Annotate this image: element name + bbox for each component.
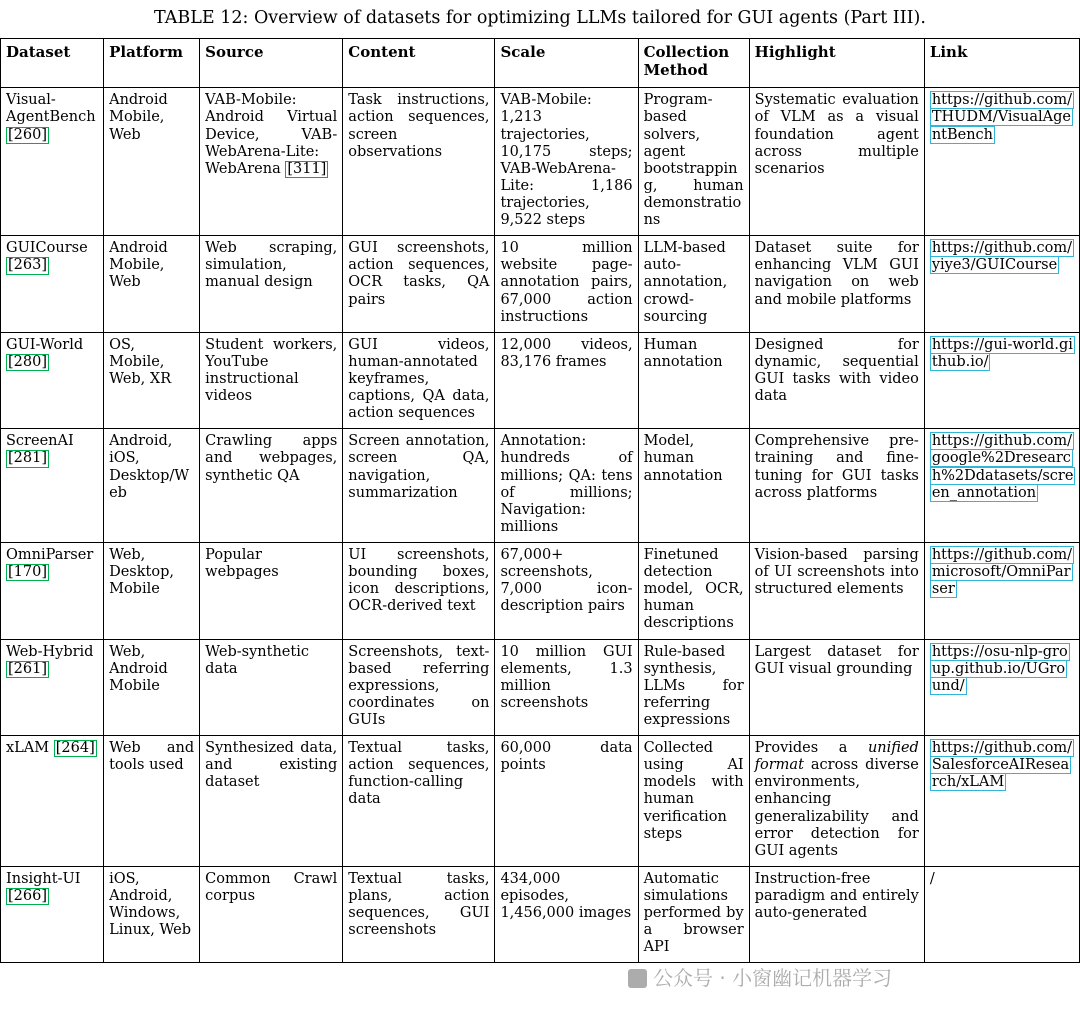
cell-platform: Android Mobile, Web bbox=[104, 88, 200, 236]
cell-source: Crawling apps and webpages, synthetic QA bbox=[200, 429, 343, 543]
cell-content: Task instructions, action sequences, screen observations bbox=[343, 88, 495, 236]
cell-source: Common Crawl corpus bbox=[200, 866, 343, 963]
column-header-dataset: Dataset bbox=[1, 39, 104, 88]
table-caption: TABLE 12: Overview of datasets for optimizing LLMs tailored for GUI agents (Part III). bbox=[154, 8, 926, 28]
cell-collection-method: Automatic simulations performed by a browser API bbox=[638, 866, 749, 963]
cell-link: / bbox=[924, 866, 1079, 963]
cell-platform: Android Mobile, Web bbox=[104, 236, 200, 333]
source-text: VAB-Mobile: Android Virtual Device, VAB-WebArena-Lite: WebArena bbox=[205, 92, 338, 177]
dataset-link[interactable]: https://github.com/yiye3/GUICourse bbox=[931, 240, 1072, 274]
table-row bbox=[1, 236, 1080, 333]
table-row bbox=[1, 332, 1080, 429]
cell-collection-method: Collected using AI models with human verification steps bbox=[638, 736, 749, 867]
cell-highlight: Dataset suite for enhancing VLM GUI navigation on web and mobile platforms bbox=[749, 236, 924, 333]
cell-content: GUI screenshots, action sequences, OCR tasks, QA pairs bbox=[343, 236, 495, 333]
cell-link bbox=[924, 543, 1079, 640]
citation-ref[interactable]: [261] bbox=[8, 660, 47, 677]
watermark-text: 公众号 · 小窗幽记机器学习 bbox=[653, 966, 893, 990]
cell-platform: Web, Desktop, Mobile bbox=[104, 543, 200, 640]
cell-collection-method: LLM-based auto-annotation, crowd-sourcing bbox=[638, 236, 749, 333]
cell-source: Web-synthetic data bbox=[200, 639, 343, 736]
watermark-logo-icon bbox=[628, 969, 647, 988]
highlight-suffix: across diverse environments, enhancing generalizability and error detection for GUI agents bbox=[754, 757, 919, 859]
cell-dataset bbox=[1, 88, 104, 236]
dataset-name: GUICourse bbox=[6, 240, 88, 257]
cell-dataset bbox=[1, 639, 104, 736]
cell-source: Synthesized data, and existing dataset bbox=[200, 736, 343, 867]
cell-collection-method: Rule-based synthesis, LLMs for referring expressions bbox=[638, 639, 749, 736]
cell-source: Popular webpages bbox=[200, 543, 343, 640]
column-header-scale: Scale bbox=[495, 39, 638, 88]
citation-ref[interactable]: [266] bbox=[8, 887, 47, 904]
dataset-name: Visual-AgentBench bbox=[6, 92, 96, 126]
cell-highlight: Vision-based parsing of UI screenshots into structured elements bbox=[749, 543, 924, 640]
cell-platform: OS, Mobile, Web, XR bbox=[104, 332, 200, 429]
cell-content: Textual tasks, plans, action sequences, GUI screenshots bbox=[343, 866, 495, 963]
cell-highlight: Comprehensive pre-training and fine-tuning for GUI tasks across platforms bbox=[749, 429, 924, 543]
dataset-link[interactable]: https://github.com/google%2Dresearch%2Ddatasets/screen_annotation bbox=[931, 433, 1074, 501]
cell-platform: iOS, Android, Windows, Linux, Web bbox=[104, 866, 200, 963]
cell-scale: 60,000 data points bbox=[495, 736, 638, 867]
table-row bbox=[1, 543, 1080, 640]
cell-dataset bbox=[1, 429, 104, 543]
table-row bbox=[1, 639, 1080, 736]
cell-dataset bbox=[1, 543, 104, 640]
table-row bbox=[1, 736, 1080, 867]
dataset-name: ScreenAI bbox=[6, 433, 74, 450]
column-header-link: Link bbox=[924, 39, 1079, 88]
cell-content: Textual tasks, action sequences, function-calling data bbox=[343, 736, 495, 867]
cell-dataset bbox=[1, 866, 104, 963]
column-header-platform: Platform bbox=[104, 39, 200, 88]
column-header-highlight: Highlight bbox=[749, 39, 924, 88]
cell-dataset bbox=[1, 236, 104, 333]
table-row bbox=[1, 429, 1080, 543]
dataset-link[interactable]: https://github.com/SalesforceAIResearch/xLAM bbox=[931, 740, 1072, 791]
cell-scale: Annotation: hundreds of millions; QA: tens of millions; Navigation: millions bbox=[495, 429, 638, 543]
cell-collection-method: Model, human annotation bbox=[638, 429, 749, 543]
cell-link bbox=[924, 736, 1079, 867]
citation-ref[interactable]: [280] bbox=[8, 353, 47, 370]
cell-link bbox=[924, 639, 1079, 736]
cell-scale: 10 million website page-annotation pairs, 67,000 action instructions bbox=[495, 236, 638, 333]
watermark bbox=[628, 962, 892, 991]
cell-highlight: Systematic evaluation of VLM as a visual foundation agent across multiple scenarios bbox=[749, 88, 924, 236]
cell-highlight: Designed for dynamic, sequential GUI tasks with video data bbox=[749, 332, 924, 429]
cell-scale: 10 million GUI elements, 1.3 million screenshots bbox=[495, 639, 638, 736]
cell-scale: 12,000 videos, 83,176 frames bbox=[495, 332, 638, 429]
cell-dataset bbox=[1, 736, 104, 867]
dataset-link[interactable]: https://osu-nlp-group.github.io/UGround/ bbox=[931, 643, 1068, 694]
cell-content: GUI videos, human-annotated keyframes, captions, QA data, action sequences bbox=[343, 332, 495, 429]
cell-collection-method: Finetuned detection model, OCR, human descriptions bbox=[638, 543, 749, 640]
cell-content: UI screenshots, bounding boxes, icon descriptions, OCR-derived text bbox=[343, 543, 495, 640]
column-header-collection-method: Collection Method bbox=[638, 39, 749, 88]
cell-scale: 434,000 episodes, 1,456,000 images bbox=[495, 866, 638, 963]
citation-ref[interactable]: [260] bbox=[8, 126, 47, 143]
column-header-source: Source bbox=[200, 39, 343, 88]
cell-platform: Web and tools used bbox=[104, 736, 200, 867]
dataset-link[interactable]: https://github.com/THUDM/VisualAgentBench bbox=[931, 92, 1072, 143]
citation-ref[interactable]: [311] bbox=[287, 160, 327, 177]
highlight-prefix: Provides a bbox=[754, 740, 868, 757]
cell-source bbox=[200, 88, 343, 236]
cell-highlight bbox=[749, 736, 924, 867]
dataset-name: OmniParser bbox=[6, 547, 94, 563]
citation-ref[interactable]: [281] bbox=[8, 450, 47, 467]
cell-link bbox=[924, 236, 1079, 333]
citation-ref[interactable]: [170] bbox=[8, 564, 47, 581]
cell-source: Web scraping, simulation, manual design bbox=[200, 236, 343, 333]
cell-highlight: Instruction-free paradigm and entirely auto-generated bbox=[749, 866, 924, 963]
cell-link bbox=[924, 332, 1079, 429]
highlight-emphasis: unified format bbox=[754, 740, 919, 774]
dataset-link[interactable]: https://github.com/microsoft/OmniParser bbox=[931, 547, 1072, 598]
cell-content: Screenshots, text-based referring expressions, coordinates on GUIs bbox=[343, 639, 495, 736]
dataset-name: GUI-World bbox=[6, 336, 84, 353]
datasets-table bbox=[0, 38, 1080, 963]
cell-link bbox=[924, 88, 1079, 236]
column-header-content: Content bbox=[343, 39, 495, 88]
cell-source: Student workers, YouTube instructional videos bbox=[200, 332, 343, 429]
citation-ref[interactable]: [264] bbox=[55, 740, 95, 757]
cell-highlight: Largest dataset for GUI visual grounding bbox=[749, 639, 924, 736]
dataset-name: Web-Hybrid bbox=[6, 643, 94, 660]
table-header-row bbox=[1, 39, 1080, 88]
citation-ref[interactable]: [263] bbox=[8, 257, 47, 274]
table-row bbox=[1, 88, 1080, 236]
cell-dataset bbox=[1, 332, 104, 429]
dataset-name: xLAM bbox=[6, 740, 50, 757]
cell-link bbox=[924, 429, 1079, 543]
dataset-link[interactable]: https://gui-world.github.io/ bbox=[931, 336, 1073, 370]
dataset-name: Insight-UI bbox=[6, 870, 81, 887]
cell-scale: 67,000+ screenshots, 7,000 icon-description pairs bbox=[495, 543, 638, 640]
cell-content: Screen annotation, screen QA, navigation, summarization bbox=[343, 429, 495, 543]
table-row bbox=[1, 866, 1080, 963]
cell-scale: VAB-Mobile: 1,213 trajectories, 10,175 steps; VAB-WebArena-Lite: 1,186 trajectories, 9,522 steps bbox=[495, 88, 638, 236]
cell-collection-method: Human annotation bbox=[638, 332, 749, 429]
cell-platform: Android, iOS, Desktop/Web bbox=[104, 429, 200, 543]
cell-platform: Web, Android Mobile bbox=[104, 639, 200, 736]
cell-collection-method: Program-based solvers, agent bootstrapping, human demonstrations bbox=[638, 88, 749, 236]
